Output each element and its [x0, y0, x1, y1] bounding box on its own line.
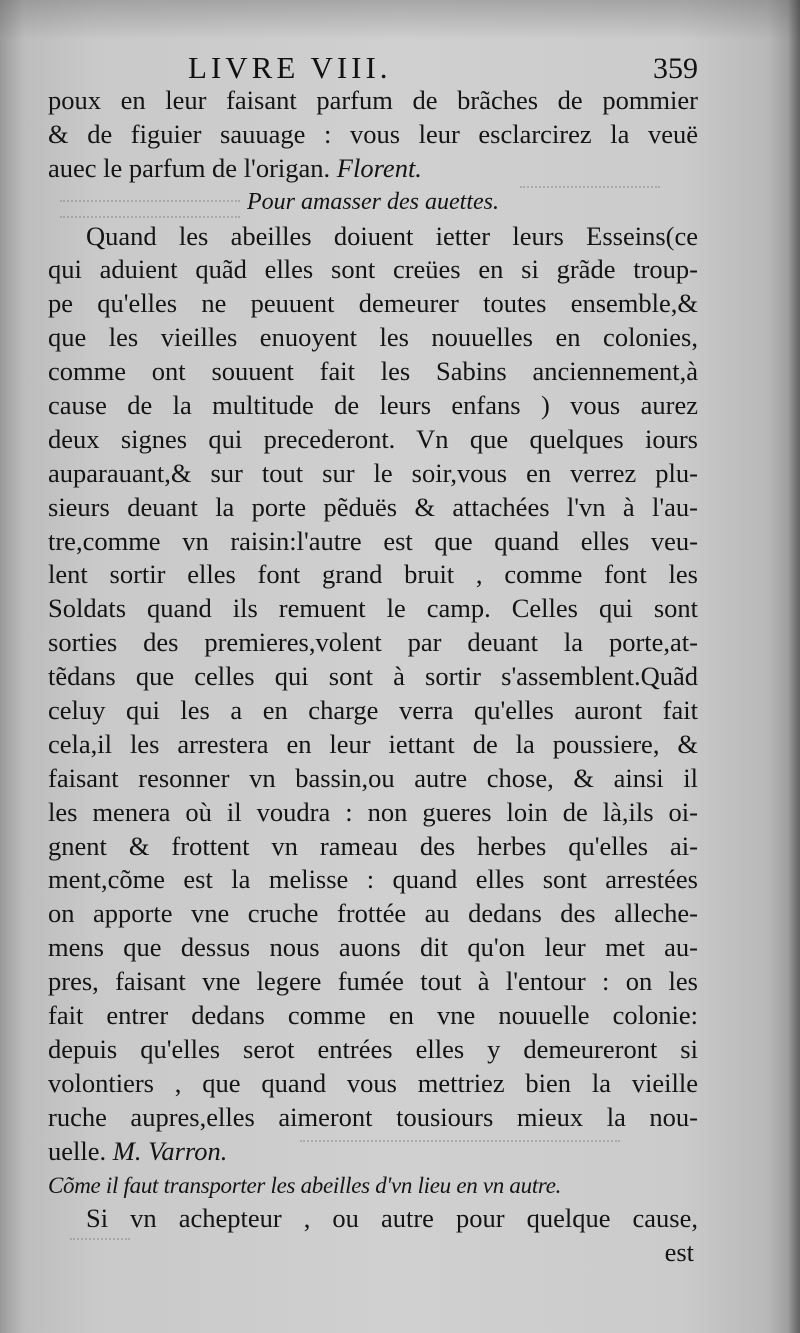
text-line-content: poux en leur faisant parfum de brãches de pommier [48, 85, 698, 115]
author-citation: Florent. [330, 152, 422, 183]
text-line-content: sorties des premieres,volent par deuant la porte,at- [48, 627, 698, 658]
text-line-content: depuis qu'elles serot entrées elles y demeureront si [48, 1033, 698, 1064]
text-line [48, 1202, 698, 1236]
text-line [48, 457, 698, 491]
text-line-content: ment,cõme est la melisse : quand elles sont arrestées [48, 864, 698, 895]
text-line-content: on apporte vne cruche frottée au dedans des alleche- [48, 898, 698, 929]
page-top-shadow [0, 0, 800, 40]
text-line-content: cause de la multitude de leurs enfans ) vous aurez [48, 390, 698, 421]
text-line [48, 1101, 698, 1135]
text-line [48, 1067, 698, 1101]
text-line-content: Cõme il faut transporter les abeilles d'vn lieu en vn autre. [48, 1172, 562, 1198]
text-line [48, 491, 698, 525]
text-line [48, 253, 698, 287]
text-line-content: celuy qui les a en charge verra qu'elles auront fait [48, 695, 698, 726]
text-line-content: pe qu'elles ne peuuent demeurer toutes ensemble,& [48, 288, 698, 319]
text-line-content: les menera où il voudra : non gueres loin de là,ils oi- [48, 796, 698, 827]
text-line-content: Soldats quand ils remuent le camp. Celles qui sont [48, 593, 698, 624]
text-line [48, 1236, 698, 1270]
text-line-content: volontiers , que quand vous mettriez bien la vieille [48, 1067, 698, 1098]
text-line-content: & de figuier sauuage : vous leur esclarcirez la veuë [48, 118, 698, 149]
text-line [48, 694, 698, 728]
text-line [48, 152, 698, 186]
text-line-content: sieurs deuant la porte pẽduës & attachées l'vn à l'au- [48, 491, 698, 522]
text-line-content: auparauant,& sur tout sur le soir,vous en verrez plu- [48, 457, 698, 488]
text-line [48, 220, 698, 254]
text-line [48, 863, 698, 897]
text-line [48, 118, 698, 152]
text-line-content: Pour amasser des auettes. [247, 188, 499, 215]
page-edge-shadow [788, 0, 800, 1333]
text-line-content: gnent & frottent vn rameau des herbes qu'elles ai- [48, 830, 698, 861]
text-line [48, 287, 698, 321]
text-line [48, 999, 698, 1033]
text-line-content: mens que dessus nous auons dit qu'on leur met au- [48, 932, 698, 963]
text-line-content: est [664, 1237, 694, 1268]
section-heading [48, 1169, 698, 1203]
text-line [48, 592, 698, 626]
text-line [48, 321, 698, 355]
text-line-content: lent sortir elles font grand bruit , comme font les [48, 559, 698, 590]
text-line [48, 1135, 698, 1169]
page-number: 359 [653, 52, 698, 85]
page-header [48, 50, 698, 86]
body-text [48, 84, 698, 1270]
text-line [48, 558, 698, 592]
text-line [48, 525, 698, 559]
text-line [48, 728, 698, 762]
text-line [48, 965, 698, 999]
text-line-content: Quand les abeilles doiuent ietter leurs Esseins(ce [86, 220, 698, 251]
text-line [48, 796, 698, 830]
text-line-content: auec le parfum de l'origan. [48, 152, 331, 183]
text-line-content: tre,comme vn raisin:l'autre est que quand elles veu- [48, 525, 698, 556]
text-line [48, 355, 698, 389]
text-line [48, 660, 698, 694]
text-line [48, 389, 698, 423]
text-line-content: que les vieilles enuoyent les nouuelles en colonies, [48, 322, 698, 353]
running-head: LIVRE VIII. [188, 50, 392, 85]
text-line [48, 84, 698, 118]
text-line [48, 423, 698, 457]
text-line [48, 762, 698, 796]
text-line-content: tẽdans que celles qui sont à sortir s'assemblent.Quãd [48, 661, 698, 692]
text-line-content: pres, faisant vne legere fumée tout à l'entour : on les [48, 966, 698, 997]
text-line-content: cela,il les arrestera en leur iettant de la poussiere, & [48, 728, 698, 759]
text-line-content: ruche aupres,elles aimeront tousiours mieux la nou- [48, 1101, 698, 1132]
text-line-content: uelle. [48, 1135, 107, 1166]
text-line [48, 1033, 698, 1067]
text-line-content: qui aduient quãd elles sont creües en si grãde troup- [48, 254, 698, 285]
text-line-content: faisant resonner vn bassin,ou autre chose, & ainsi il [48, 762, 698, 793]
text-line-content: deux signes qui precederont. Vn que quelques iours [48, 423, 698, 454]
section-heading [48, 186, 698, 220]
text-line-content: fait entrer dedans comme en vne nouuelle colonie: [48, 1000, 698, 1031]
text-line [48, 626, 698, 660]
text-line [48, 931, 698, 965]
text-line [48, 830, 698, 864]
text-line [48, 897, 698, 931]
text-line-content: Si vn achepteur , ou autre pour quelque cause, [86, 1203, 698, 1234]
text-line-content: comme ont souuent fait les Sabins anciennement,à [48, 356, 698, 387]
author-citation: M. Varron. [106, 1135, 228, 1166]
